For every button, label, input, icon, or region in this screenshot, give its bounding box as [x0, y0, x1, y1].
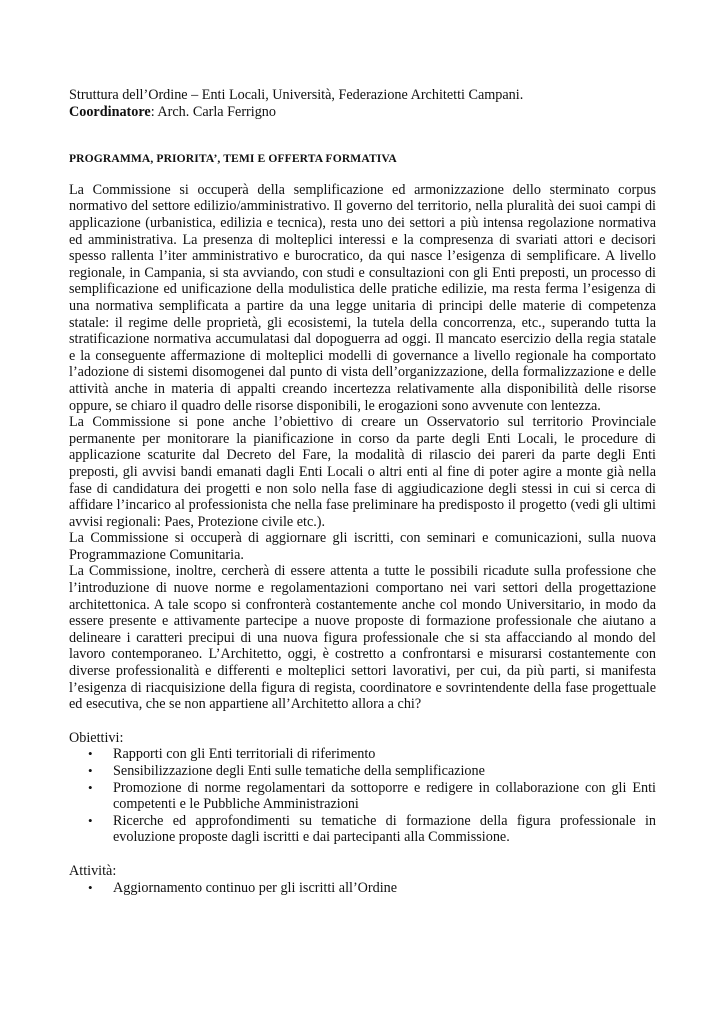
document-page [69, 87, 656, 896]
bullet-icon: • [88, 763, 93, 778]
list-item [69, 813, 656, 846]
objectives-title: Obiettivi: [69, 729, 124, 746]
list-item-text: Ricerche ed approfondimenti su tematiche di formazione della figura professionale in evoluzione proposte dagli iscritti e dai partecipanti alla Commissione. [113, 812, 656, 846]
activities-title: Attività: [69, 862, 117, 879]
list-item [69, 780, 656, 813]
body-text [69, 182, 656, 713]
paragraph-osservatorio: La Commissione si pone anche l’obiettivo di creare un Osservatorio sul territorio Provinciale permanente per monitorare la pianificazione in corso da parte degli Enti Locali, le procedure di applicazione scaturite dal Decreto del Fare, la modalità di rilascio dei pareri da parte degli Enti preposti, gli avvisi bandi emanati dagli Enti Locali o altri enti al fine di poter agire a monte già nella fase di candidatura dei progetti e non solo nella fase di aggiudicazione degli stessi in cui si cerca di affidare l’incarico al professionista che nella fase preliminare ha predisposto il progetto (vedi gli ultimi avvisi regionali: Paes, Protezione civile etc.). [69, 414, 656, 530]
bullet-icon: • [88, 879, 93, 895]
bullet-icon: • [88, 746, 93, 762]
coordinator-label: Coordinatore [69, 104, 151, 121]
bullet-icon: • [88, 812, 93, 828]
activities-list [69, 880, 656, 897]
list-item [69, 746, 656, 763]
paragraph-semplificazione: La Commissione si occuperà della semplificazione ed armonizzazione dello sterminato corpus normativo del settore edilizio/amministrativo. Il governo del territorio, nella pluralità dei suoi campi di applicazione (urbanistica, edilizia e tecnica), resta uno dei settori a più intensa regolazione normativa ed amministrativa. La presenza di molteplici interessi e la compresenza di svariati attori e decisori spesso rallenta l’iter amministrativo e burocratico, da qui nasce l’esigenza di semplificare. A livello regionale, in Campania, si sta avviando, con studi e consultazioni con gli Enti preposti, un processo di semplificazione ed unificazione della modulistica delle pratiche edilizie, ma resta ferma l’esigenza di una normativa semplificata a partire da una legge unitaria di principi delle materie di competenza statale: il regime delle proprietà, gli ecosistemi, la tutela della concorrenza, etc., superando tutta la stratificazione normativa accumulatasi dal dopoguerra ad oggi. Il mancato esercizio della regia statale e la conseguente affermazione di molteplici modelli di governance a livello regionale ha comportato l’adozione di sistemi disomogenei dal punto di vista dell’organizzazione, della formalizzazione e delle attività anche in materia di appalti creando incertezza relativamente alla disponibilità delle risorse oppure, se chiaro il quadro delle risorse disponibili, le erogazioni sono avvenute con lentezza. [69, 181, 656, 414]
coordinator-name: : Arch. Carla Ferrigno [150, 104, 276, 121]
structure-line: Struttura dell’Ordine – Enti Locali, Università, Federazione Architetti Campani. [69, 87, 524, 103]
list-item-text: Promozione di norme regolamentari da sottoporre e redigere in collaborazione con gli Enti competenti e le Pubbliche Amministrazioni [113, 779, 656, 813]
list-item [69, 880, 656, 897]
list-item [69, 763, 656, 780]
coordinator-line [69, 104, 656, 121]
paragraph-professione: La Commissione, inoltre, cercherà di essere attenta a tutte le possibili ricadute sulla professione che l’introduzione di nuove norme e regolamentazioni comportano nei vari settori della progettazione architettonica. A tale scopo si confronterà costantemente anche col mondo Universitario, in modo da essere presente e attivamente partecipe a nuove proposte di formazione professionale che aiutano a delineare i caratteri precipui di una nuova figura professionale che si sta affacciando al mondo del lavoro contemporaneo. L’Architetto, oggi, è costretto a confrontarsi e misurarsi costantemente con diverse professionalità e differenti e molteplici settori lavorativi, per cui, da più parti, si manifesta l’esigenza di riacquisizione della figura di regista, coordinatore e sovrintendente della fase progettuale ed esecutiva, che se non appartiene all’Architetto allora a chi? [69, 563, 656, 713]
list-item-text: Rapporti con gli Enti territoriali di riferimento [113, 746, 376, 763]
objectives-list [69, 746, 656, 846]
list-item-text: Sensibilizzazione degli Enti sulle tematiche della semplificazione [113, 763, 485, 779]
list-item-text: Aggiornamento continuo per gli iscritti all’Ordine [113, 879, 398, 896]
section-heading: PROGRAMMA, PRIORITA’, TEMI E OFFERTA FORMATIVA [69, 151, 397, 165]
paragraph-programmazione: La Commissione si occuperà di aggiornare gli iscritti, con seminari e comunicazioni, sulla nuova Programmazione Comunitaria. [69, 530, 656, 563]
bullet-icon: • [88, 779, 93, 795]
